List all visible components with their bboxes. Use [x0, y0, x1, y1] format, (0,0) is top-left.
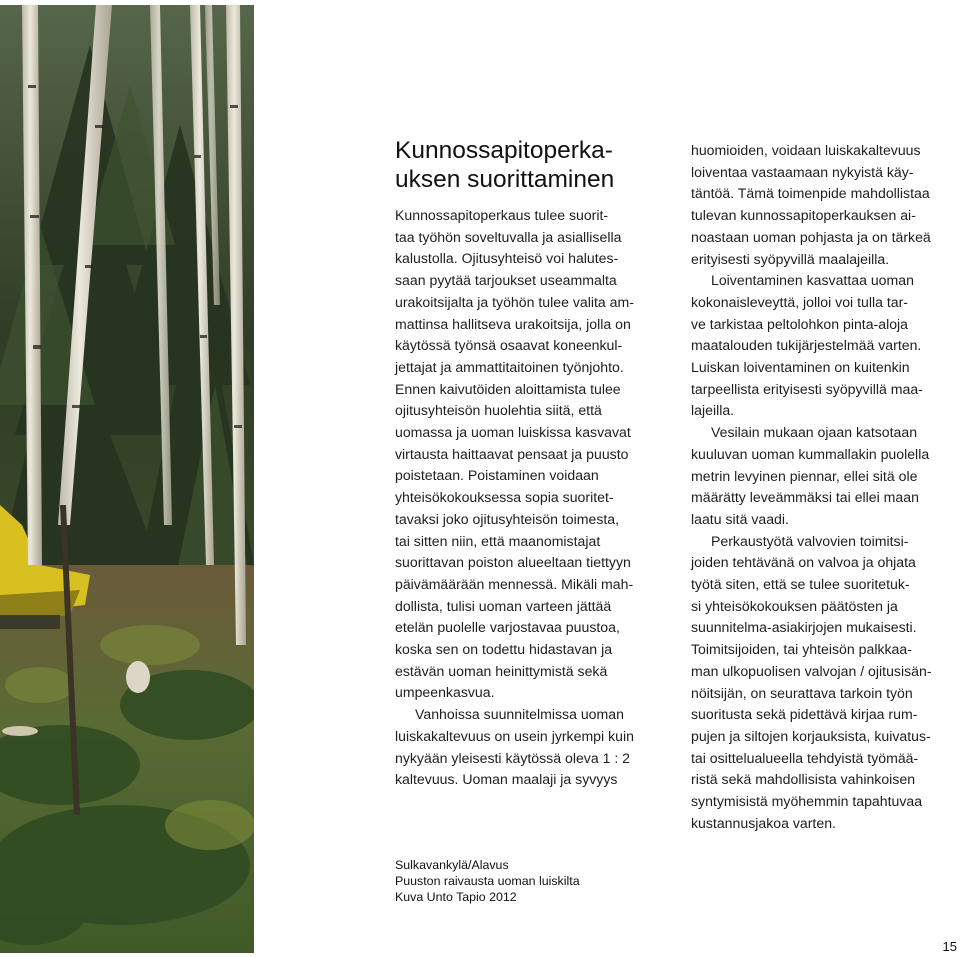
text-line: kokonaisleveyttä, jolloi voi tulla tar-: [691, 293, 908, 310]
text-line: mattinsa hallitseva urakoitsija, jolla on: [395, 315, 631, 332]
text-line: taa työhön soveltuvalla ja asiallisella: [395, 228, 622, 245]
text-line: virtausta haittaavat pensaat ja puusto: [395, 445, 629, 462]
text-line: kuuluvan uoman kummallakin puolella: [691, 445, 930, 462]
text-line: man ulkopuolisen valvojan / ojitusisän-: [691, 662, 932, 679]
text-line: tai sitten niin, että maanomistajat: [395, 532, 601, 549]
paragraph: [691, 531, 960, 835]
birch-forest-image: [0, 5, 254, 953]
paragraph: [691, 140, 960, 270]
text-line: tai osittelualueella tehdyistä työmää-: [691, 749, 919, 766]
text-line: tarpeellista erityisesti syöpyvillä maa-: [691, 380, 923, 397]
text-line: kustannusjakoa varten.: [691, 814, 836, 831]
caption-location: Sulkavankylä/Alavus: [395, 858, 509, 872]
text-line: ve tarkistaa peltolohkon pinta-aloja: [691, 315, 909, 332]
text-line: kalustolla. Ojitusyhteisö voi halutes-: [395, 250, 619, 267]
text-line: si yhteisökokouksen päätösten ja: [691, 597, 898, 614]
text-line: loiventaa vastaamaan nykyistä käy-: [691, 163, 914, 180]
text-line: ristä sekä mahdollisista vahinkoisen: [691, 771, 916, 788]
text-line: Perkaustyötä valvovien toimitsi-: [711, 532, 909, 549]
text-line: maatalouden tukijärjestelmää varten.: [691, 337, 922, 354]
paragraph: [395, 205, 663, 704]
paragraph: [691, 422, 960, 531]
text-line: estävän uoman heinittymistä sekä: [395, 662, 608, 679]
title-line: uksen suorittaminen: [395, 166, 615, 193]
caption-credit: Kuva Unto Tapio 2012: [395, 890, 517, 905]
text-line: jettajat ja ammattitaitoinen työnjohto.: [395, 358, 624, 375]
text-line: uomassa ja uoman luiskissa kasvavat: [395, 424, 631, 441]
text-line: urakoitsijalta ja työhön tulee valita am-: [395, 293, 634, 310]
text-line: yhteisökokouksessa sopia suoritet-: [395, 489, 614, 506]
text-column-left: [395, 205, 663, 791]
text-line: etelän puolelle varjostavaa puustoa,: [395, 619, 620, 636]
text-line: suunnitelma-asiakirjojen mukaisesti.: [691, 619, 917, 636]
text-line: ojitusyhteisön huolehtia siitä, että: [395, 402, 602, 419]
text-line: lajeilla.: [691, 402, 735, 419]
text-line: suorittavan poiston alueeltaan tiettyyn: [395, 554, 631, 571]
text-line: käytössä työnsä osaavat koneenkul-: [395, 337, 623, 354]
title-line: Kunnossapitoperka-: [395, 137, 613, 164]
paragraph: [395, 704, 663, 791]
paragraph: [691, 270, 960, 422]
text-line: nykyään yleisesti käytössä oleva 1 : 2: [395, 749, 631, 766]
text-line: syntymisistä myöhemmin tapahtuvaa: [691, 793, 923, 810]
text-line: luiskakaltevuus on usein jyrkempi kuin: [395, 727, 634, 744]
text-line: Toimitsijoiden, tai yhteisön palkkaa-: [691, 641, 912, 658]
text-line: täntöä. Tämä toimenpide mahdollistaa: [691, 185, 930, 202]
text-line: umpeenkasvua.: [395, 684, 495, 701]
text-line: noastaan uoman pohjasta ja on tärkeä: [691, 228, 931, 245]
page-title: [395, 136, 665, 194]
text-line: joiden tehtävänä on valvoa ja ohjata: [691, 554, 916, 571]
text-line: saan pyytää tarjoukset useammalta: [395, 272, 617, 289]
text-line: tavaksi joko ojitusyhteisön toimesta,: [395, 510, 620, 527]
forest-photo: [0, 5, 254, 953]
text-line: metrin levyinen piennar, ellei sitä ole: [691, 467, 918, 484]
text-line: nöitsijän, on seurattava tarkoin työn: [691, 684, 913, 701]
text-line: poistetaan. Poistaminen voidaan: [395, 467, 599, 484]
text-line: erityisesti syöpyvillä maalajeilla.: [691, 250, 890, 267]
caption-description: Puuston raivausta uoman luiskilta: [395, 874, 580, 889]
text-line: päivämäärään mennessä. Mikäli mah-: [395, 575, 634, 592]
text-line: Loiventaminen kasvattaa uoman: [711, 272, 914, 289]
text-line: dollista, tulisi uoman varteen jättää: [395, 597, 612, 614]
text-line: Kunnossapitoperkaus tulee suorit-: [395, 207, 609, 223]
text-line: tulevan kunnossapitoperkauksen ai-: [691, 207, 916, 224]
photo-caption: [395, 857, 580, 906]
text-line: huomioiden, voidaan luiskakaltevuus: [691, 142, 921, 158]
text-line: työtä siten, että se tulee suoritetuk-: [691, 576, 910, 593]
text-line: koska sen on todettu hidastavan ja: [395, 641, 613, 658]
text-line: kaltevuus. Uoman maalaji ja syvyys: [395, 771, 618, 788]
text-line: suoritusta sekä pidettävä kirjaa rum-: [691, 706, 918, 723]
text-line: Luiskan loiventaminen on kuitenkin: [691, 359, 910, 376]
text-line: Vesilain mukaan ojaan katsotaan: [711, 424, 918, 441]
text-line: Ennen kaivutöiden aloittamista tulee: [395, 380, 621, 397]
text-line: Vanhoissa suunnitelmissa uoman: [415, 706, 624, 723]
text-column-right: [691, 140, 960, 835]
page-number: 15: [942, 939, 957, 954]
text-line: pujen ja siltojen korjauksista, kuivatus-: [691, 727, 931, 744]
text-line: määrätty leveämmäksi tai ellei maan: [691, 489, 919, 506]
text-line: laatu sitä vaadi.: [691, 510, 789, 527]
